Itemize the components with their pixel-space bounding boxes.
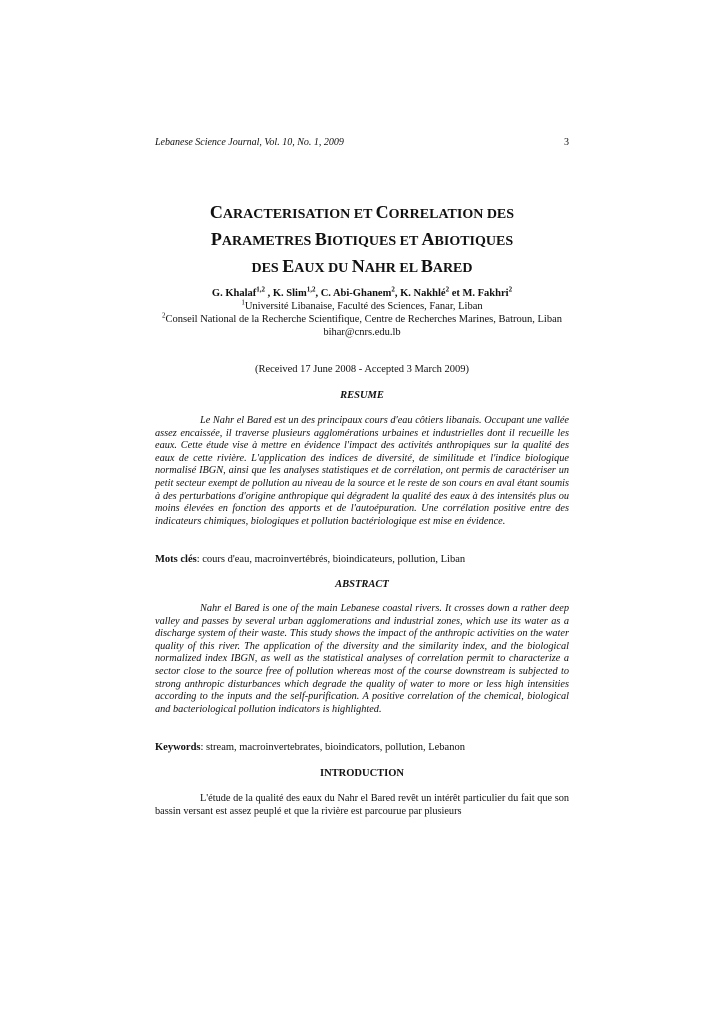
- keywords: Keywords: stream, macroinvertebrates, bioindicators, pollution, Lebanon: [155, 742, 465, 753]
- affiliation-1: $^1$Université Libanaise, Faculté des Sciences, Fanar, Liban: [241, 298, 483, 312]
- resume-text: Le Nahr el Bared est un des principaux cours d'eau côtiers libanais. Occupant une vallée assez encaissée, il traverse plusieurs agglomérations urbaines et industrielles dont il recueille les eaux. Cette étude vise à mettre en évidence l'impact des activités anthropiques sur la qualité des eaux de cette rivière. L'application des indices de diversité, de similitude et l'indice biologique normalisé IBGN, ainsi que les analyses statistiques et de corrélation, ont permis de caractériser un petit secteur exempt de pollution au niveau de la source et le reste de son cours en aval étant soumis à des perturbations d'origine anthropique qui dégradent la qualité des eaux à des intensités plus ou moins élevées en fonction des apports et de l'autoépuration. Une corrélation positive entre des indicateurs chimiques, biologiques et pollution bactériologique est mise en évidence.: [155, 415, 569, 527]
- author-block: [155, 287, 569, 339]
- title-line-1: CARACTERISATION ET CORRELATION DES: [209, 202, 515, 222]
- abstract-text: Nahr el Bared is one of the main Lebanese coastal rivers. It crosses down a rather deep valley and passes by several urban agglomerations and industrial zones, which use its water as a discharge system of their waste. This study shows the impact of the anthropic activities on the water quality of this river. The application of the diversity and the similarity index, and the biological normalized index IBGN, as well as the statistical analyses of correlation permit to characterize a sector close to the source free of pollution whereas most of the course downstream is subjected to strong anthropic disturbances which degrade the quality of water to more or less high intensities according to the inputs and the self-purification. A positive correlation of the chemical, biological and bacteriological pollution indicators is highlighted.: [155, 603, 569, 715]
- running-header: [155, 137, 569, 148]
- author-names: G. Khalaf$^{1,2}$ , K. Slim$^{1,2}$, C. Abi-Ghanem$^2$, K. Nakhlé$^2$ et M. Fakhri$^2$: [211, 285, 513, 299]
- journal-citation: Lebanese Science Journal, Vol. 10, No. 1, 2009: [155, 137, 344, 148]
- introduction-text: L'étude de la qualité des eaux du Nahr el Bared revêt un intérêt particulier du fait que son bassin versant est assez peuplé et que la rivière est parcourue par plusieurs: [155, 793, 569, 817]
- introduction-heading: INTRODUCTION: [319, 768, 404, 779]
- email: bihar@cnrs.edu.lb: [323, 327, 401, 338]
- received-dates: (Received 17 June 2008 - Accepted 3 March 2009): [254, 364, 469, 375]
- abstract-heading: ABSTRACT: [335, 579, 389, 590]
- page-number: 3: [564, 137, 569, 148]
- paper-title: [145, 200, 579, 281]
- title-line-3: DES EAUX DU NAHR EL BARED: [251, 256, 473, 276]
- title-line-2: PARAMETRES BIOTIQUES ET ABIOTIQUES: [210, 229, 514, 249]
- resume-heading: RESUME: [340, 390, 384, 401]
- affiliation-2: $^2$Conseil National de la Recherche Scientifique, Centre de Recherches Marines, Batroun, Liban: [161, 311, 563, 325]
- mots-cles: Mots clés: cours d'eau, macroinvertébrés, bioindicateurs, pollution, Liban: [155, 554, 466, 565]
